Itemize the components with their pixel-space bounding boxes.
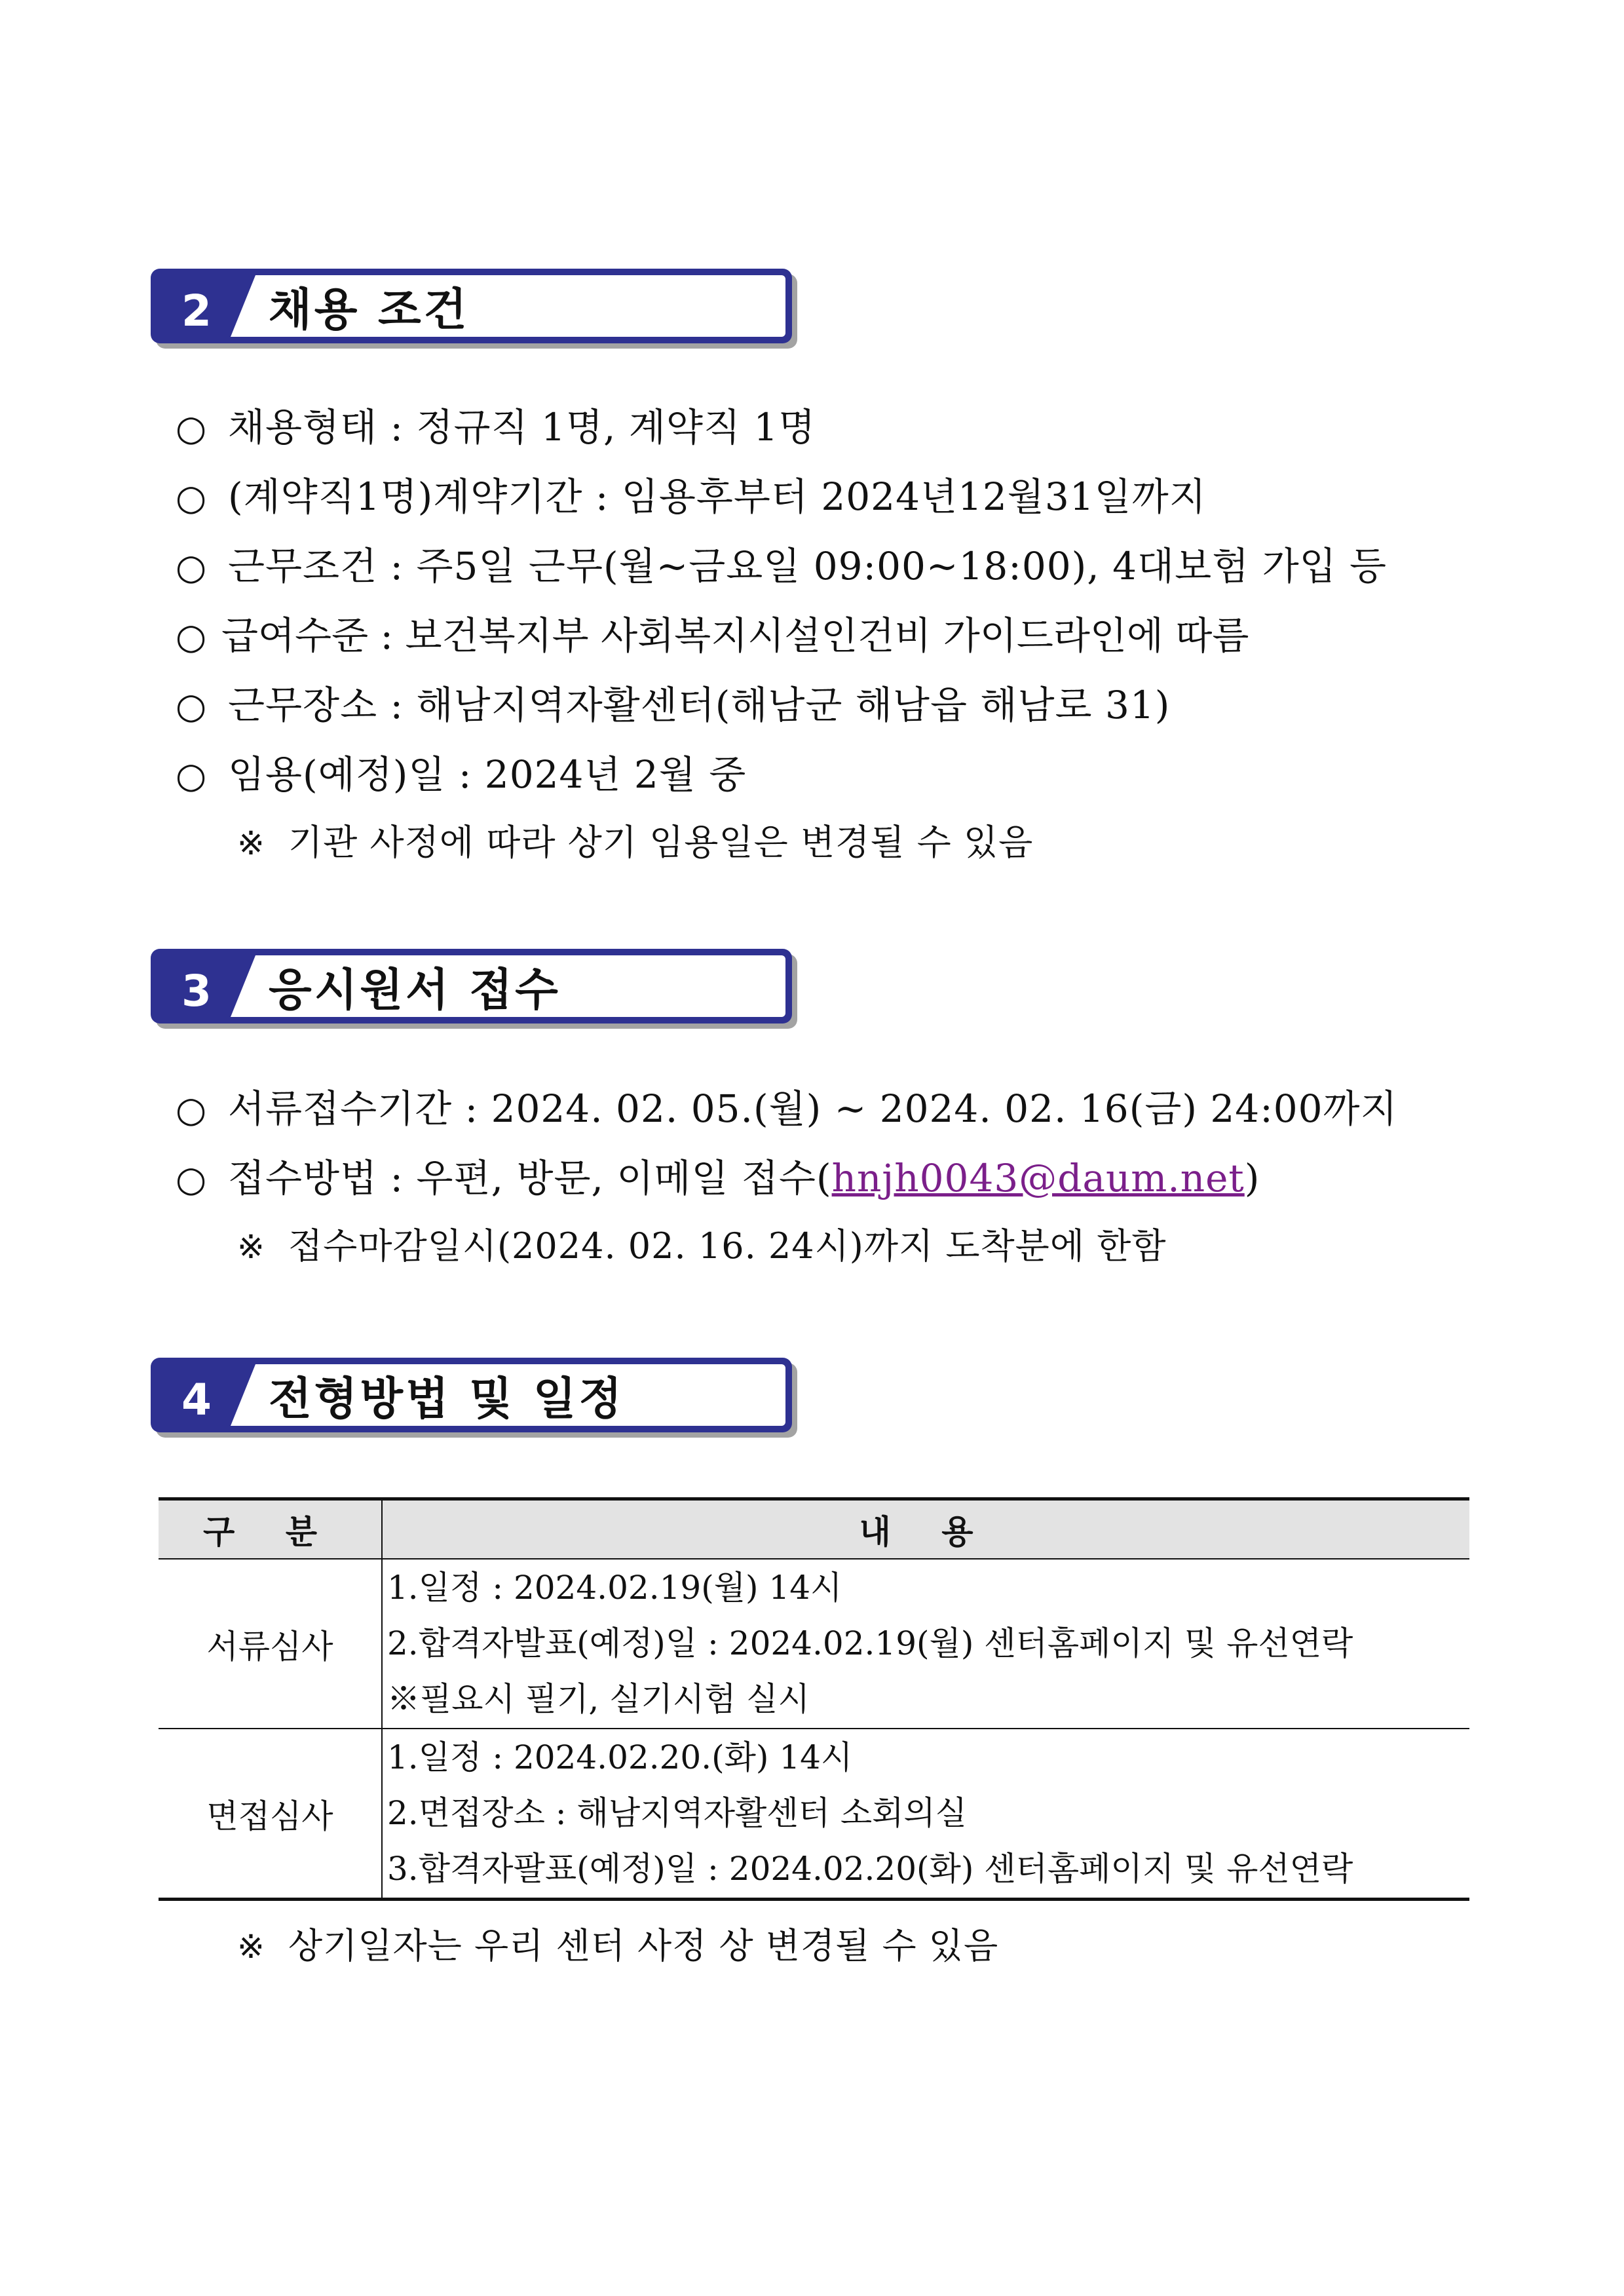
reference-mark-icon: ※ — [237, 824, 265, 862]
list-item — [176, 540, 1387, 594]
detail-line: 2.합격자발표(예정)일 : 2024.02.19(월) 센터홈페이지 및 유선연락 — [387, 1624, 1353, 1662]
section-header-3 — [151, 947, 796, 1039]
list-item-text: 채용형태 : 정규직 1명, 계약직 1명 — [228, 405, 816, 450]
schedule-table — [159, 1497, 1469, 1901]
detail-line: 1.일정 : 2024.02.20.(화) 14시 — [387, 1738, 853, 1776]
list-item — [176, 470, 1207, 524]
detail-line: 1.일정 : 2024.02.19(월) 14시 — [387, 1569, 842, 1607]
note-text: 기관 사정에 따라 상기 임용일은 변경될 수 있음 — [288, 822, 1034, 863]
section-number: 3 — [181, 966, 212, 1016]
list-item — [176, 748, 746, 802]
note-text: 상기일자는 우리 센터 사정 상 변경될 수 있음 — [288, 1925, 999, 1966]
list-item — [176, 679, 1170, 733]
details-cell — [382, 1729, 1469, 1900]
column-header-content: 내 용 — [382, 1499, 1469, 1559]
category-cell: 서류심사 — [159, 1559, 382, 1729]
list-item-text: (계약직1명)계약기간 : 임용후부터 2024년12월31일까지 — [228, 474, 1207, 519]
circle-bullet-icon: ○ — [176, 1089, 208, 1130]
note — [237, 1920, 998, 1973]
circle-bullet-icon: ○ — [176, 1158, 208, 1200]
table-row — [159, 1559, 1469, 1729]
circle-bullet-icon: ○ — [176, 546, 208, 588]
column-header-category: 구 분 — [159, 1499, 382, 1559]
section-title: 응시원서 접수 — [269, 965, 561, 1016]
section-number: 2 — [181, 286, 212, 336]
circle-bullet-icon: ○ — [176, 477, 208, 518]
section-title: 전형방법 및 일정 — [269, 1373, 625, 1425]
circle-bullet-icon: ○ — [176, 755, 208, 796]
list-item-text: 접수방법 : 우편, 방문, 이메일 접수( — [228, 1156, 832, 1200]
list-item — [176, 401, 816, 455]
section-number: 4 — [181, 1375, 212, 1425]
section-header-2 — [151, 267, 796, 359]
email-link[interactable]: hnjh0043@daum.net — [831, 1156, 1245, 1200]
table-header-row — [159, 1499, 1469, 1559]
details-cell — [382, 1559, 1469, 1729]
category-cell: 면접심사 — [159, 1729, 382, 1900]
list-item — [176, 1152, 1260, 1206]
note — [237, 1220, 1166, 1273]
list-item-text: 임용(예정)일 : 2024년 2월 중 — [228, 752, 747, 797]
note-text: 접수마감일시(2024. 02. 16. 24시)까지 도착분에 한함 — [288, 1225, 1167, 1267]
reference-mark-icon: ※ — [237, 1228, 265, 1266]
reference-mark-icon: ※ — [237, 1928, 265, 1966]
note — [237, 816, 1033, 870]
detail-line: ※필요시 필기, 실기시험 실시 — [387, 1680, 810, 1718]
detail-line: 2.면접장소 : 해남지역자활센터 소회의실 — [387, 1794, 968, 1832]
circle-bullet-icon: ○ — [176, 616, 207, 657]
detail-line: 3.합격자팔표(예정)일 : 2024.02.20(화) 센터홈페이지 및 유선연락 — [387, 1850, 1353, 1888]
circle-bullet-icon: ○ — [176, 408, 208, 449]
list-item-text: 근무장소 : 해남지역자활센터(해남군 해남읍 해남로 31) — [228, 683, 1171, 727]
section-header-4 — [151, 1356, 796, 1448]
list-item-text: 급여수준 : 보건복지부 사회복지시설인건비 가이드라인에 따름 — [221, 613, 1249, 658]
list-item-text: 근무조건 : 주5일 근무(월~금요일 09:00~18:00), 4대보험 가입 등 — [228, 544, 1388, 588]
list-item-text: 서류접수기간 : 2024. 02. 05.(월) ~ 2024. 02. 16(금) 24:00까지 — [228, 1086, 1398, 1131]
section-banner-shape — [151, 267, 796, 359]
list-item-text-end: ) — [1244, 1156, 1260, 1200]
list-item — [176, 609, 1249, 663]
circle-bullet-icon: ○ — [176, 685, 208, 727]
section-title: 채용 조건 — [269, 284, 470, 336]
table-row — [159, 1729, 1469, 1900]
list-item — [176, 1082, 1398, 1136]
